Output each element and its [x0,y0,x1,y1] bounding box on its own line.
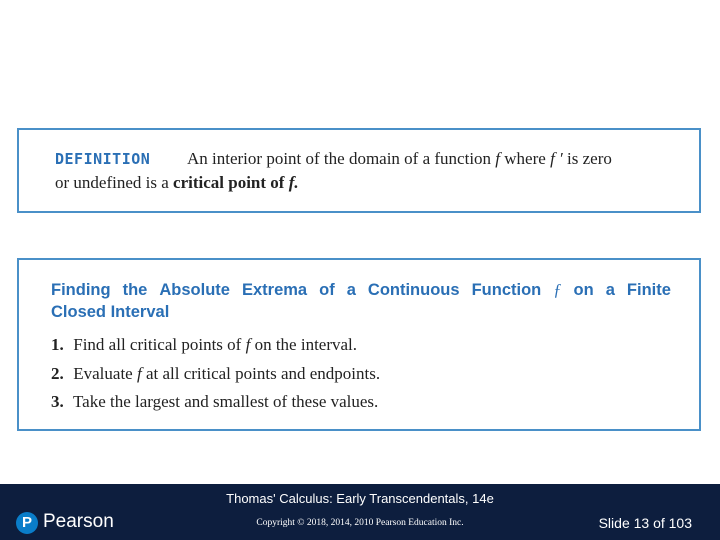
title-word: of [319,281,335,299]
list-item [51,335,380,364]
title-word: Absolute [159,281,230,299]
function-symbol: f [245,335,251,354]
title-word: on [573,281,594,299]
function-symbol: f [136,363,142,383]
definition-where: where [504,149,546,168]
procedure-title-line-1 [51,279,671,301]
step-text: on the interval. [254,335,358,354]
title-function-symbol: ƒ [553,280,562,299]
slide-number: Slide 13 of 103 [598,515,692,531]
function-symbol: f [495,149,501,168]
footer-bar [0,484,720,540]
definition-label: DEFINITION [55,150,151,168]
function-symbol-2: f. [288,173,299,192]
title-word: a [346,281,356,299]
procedure-title [51,279,671,323]
title-word: Continuous [367,281,460,299]
step-number: 2. [51,363,64,383]
title-word: Finding [51,281,111,299]
title-word: the [122,281,148,299]
definition-line-2 [55,173,675,193]
pearson-logo-icon: P [16,512,38,534]
title-word: a [605,281,615,299]
title-word: Function [471,281,542,299]
step-number: 3. [51,392,64,411]
critical-point-term: critical point [173,173,267,192]
definition-is-zero: is zero [567,149,612,168]
definition-text-2: or undefined is a [55,173,169,192]
list-item [51,392,380,421]
step-text: Evaluate [73,363,133,383]
title-word: Extrema [241,281,308,299]
derivative-symbol: f ′ [550,149,563,168]
list-item [51,364,380,393]
step-text: at all critical points and endpoints. [145,363,381,383]
pearson-logo-text: Pearson [43,511,114,532]
definition-of: of [270,173,285,192]
step-number: 1. [51,335,64,354]
step-text: Find all critical points of [73,335,242,354]
definition-text-1: An interior point of the domain of a function [187,149,492,168]
copyright-text: Copyright © 2018, 2014, 2010 Pearson Education Inc. [256,518,464,528]
procedure-title-line-2: Closed Interval [51,303,170,321]
definition-box [17,128,701,213]
book-title: Thomas' Calculus: Early Transcendentals, 14e [226,491,494,506]
title-word: Finite [626,281,671,299]
step-text: Take the largest and smallest of these values. [72,392,379,411]
definition-line-1 [55,149,675,169]
steps-list [51,335,380,421]
procedure-box [17,258,701,431]
